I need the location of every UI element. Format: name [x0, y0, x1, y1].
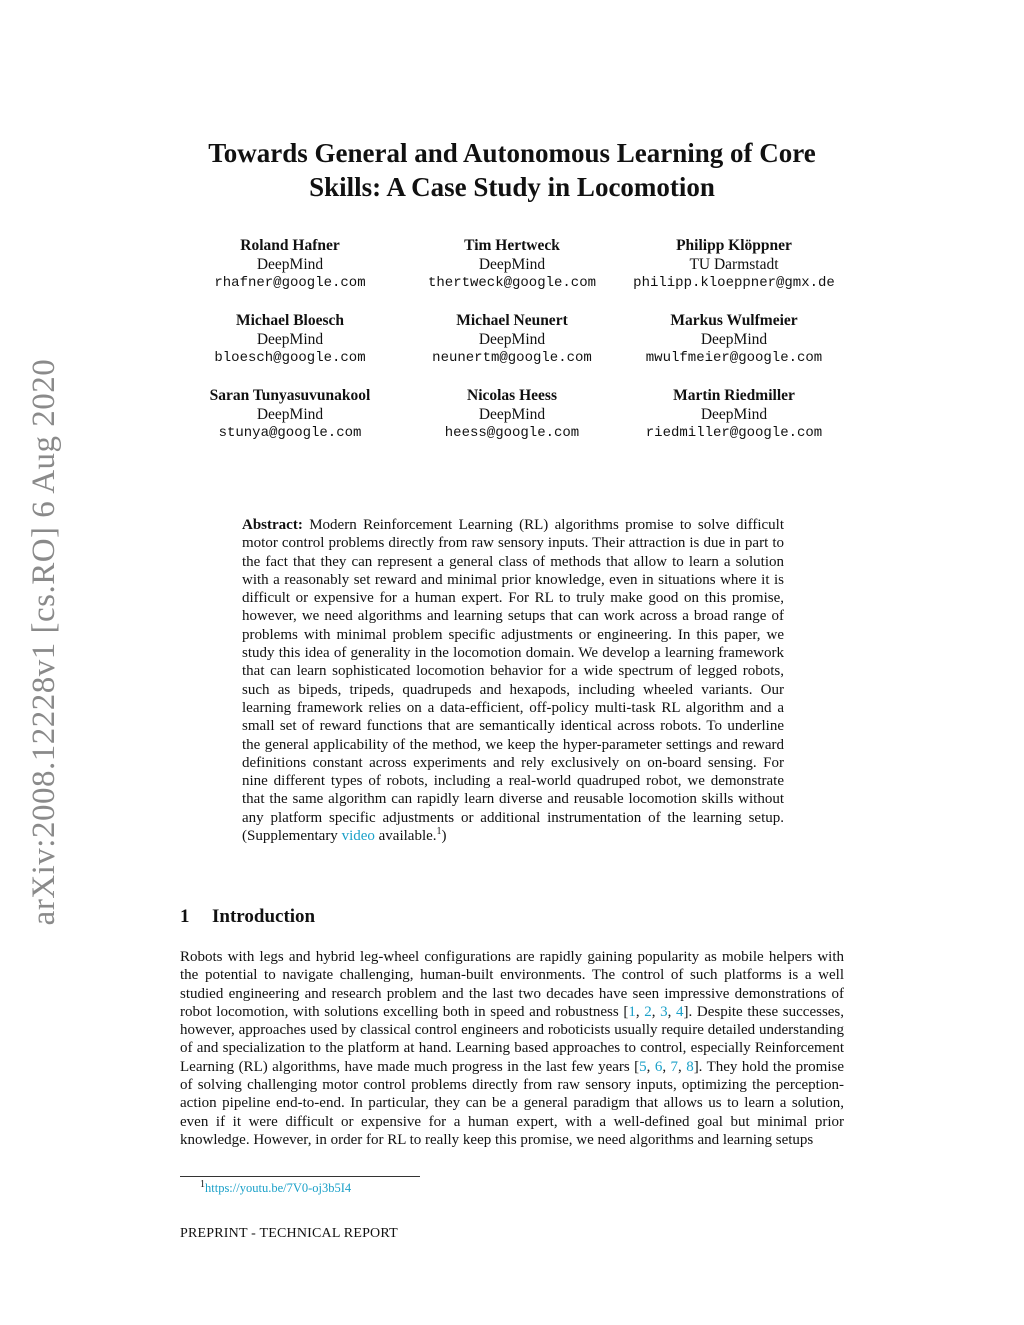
intro-text: ]. Despite these successes, however, approaches used by classical control engineers and roboticists usually require detailed understanding of and specialization to the platform at hand. Learning based approaches to control, especially Reinforcement Learning (RL) algorithms, have made much progress in the last few years [	[180, 1003, 845, 1075]
author-email[interactable]: thertweck@google.com	[427, 275, 597, 291]
author-email[interactable]: rhafner@google.com	[214, 275, 366, 291]
author-row	[180, 236, 844, 293]
author-name: Saran Tunyasuvunakool	[209, 387, 371, 404]
intro-text: ]. They hold the promise of solving challenging motor control problems directly from raw sensory inputs, optimizing the perception-action pipeline end-to-end. In particular, they can be a general paradigm that allows us to learn a solution, even if it were difficult or expensive for a human expert, with a well-defined goal but minimal prior knowledge. However, in order for RL to really keep this promise, we need algorithms and learning setups	[180, 1058, 844, 1148]
abstract-close-paren: )	[441, 828, 447, 845]
author-affiliation: DeepMind	[478, 331, 546, 348]
author-row	[180, 386, 844, 443]
author-name: Nicolas Heess	[467, 387, 557, 404]
intro-paragraph: Robots with legs and hybrid leg-wheel configurations are rapidly gaining popularity as mobile helpers with the potential to navigate challenging, human-built environments. The control of such platforms is a well studied engineering and research problem and the last two decades have seen impressive demonstrations of robot locomotion, with solutions excelling both in speed and robustness [1, 2, 3, 4]. Despite these successes, however, approaches used by classical control engineers and roboticists usually require detailed understanding of and specialization to the platform at hand. Learning based approaches to control, especially Reinforcement Learning (RL) algorithms, have made much progress in the last few years [5, 6, 7, 8]. They hold the promise of solving challenging motor control problems directly from raw sensory inputs, optimizing the perception-action pipeline end-to-end. In particular, they can be a general paradigm that allows us to learn a solution, even if it were difficult or expensive for a human expert, with a well-defined goal but minimal prior knowledge. However, in order for RL to really keep this promise, we need algorithms and learning setups	[180, 949, 845, 1148]
footnote-number: 1	[200, 1178, 205, 1190]
abstract-text: Modern Reinforcement Learning (RL) algorithms promise to solve difficult motor control problems directly from raw sensory inputs. Their attraction is due in part to the fact that they can represent a general class of methods that allow to learn a solution with a reasonably set reward and minimal prior knowledge, even in situations where it is difficult or expensive for a human expert. For RL to truly make good on this promise, however, we need algorithms and learning setups that can work across a broad range of problems with minimal problem specific adjustments or engineering. In this paper, we study this idea of generality in the locomotion domain. We develop a learning framework that can learn sophisticated locomotion behavior for a wide spectrum of legged robots, such as bipeds, tripeds, quadrupeds and hexapods, including wheeled variants. Our learning framework relies on a data-efficient, off-policy multi-task RL algorithm and a small set of reward functions that are semantically identical across robots. To underline the general applicability of the method, we keep the hyper-parameter settings and reward definitions constant across experiments and rely exclusively on on-board sensing. For nine different types of robots, including a real-world quadruped robot, we demonstrate that the same algorithm can rapidly learn diverse and reusable locomotion skills without any platform specific adjustments or additional instrumentation of the learning setup. (Supplementary	[242, 517, 785, 845]
author-email[interactable]: bloesch@google.com	[214, 350, 366, 366]
page-footer: PREPRINT - TECHNICAL REPORT	[180, 1226, 398, 1241]
footnote-divider	[180, 1176, 420, 1177]
citation-link[interactable]: 7	[670, 1058, 679, 1075]
section-title: Introduction	[212, 906, 316, 927]
author-card	[402, 386, 622, 443]
author-card	[624, 386, 844, 443]
video-link[interactable]: video	[341, 828, 375, 845]
author-affiliation: DeepMind	[256, 331, 324, 348]
author-card	[180, 311, 400, 368]
author-affiliation: DeepMind	[700, 331, 768, 348]
author-email[interactable]: riedmiller@google.com	[645, 425, 823, 441]
author-email[interactable]: philipp.kloeppner@gmx.de	[633, 275, 835, 291]
author-name: Martin Riedmiller	[673, 387, 795, 404]
author-card	[624, 311, 844, 368]
author-email[interactable]: stunya@google.com	[218, 425, 362, 441]
citation-link[interactable]: 6	[654, 1058, 663, 1075]
section-heading	[180, 906, 315, 928]
author-row	[180, 311, 844, 368]
citation-link[interactable]: 8	[686, 1058, 694, 1075]
citation-link[interactable]: 4	[676, 1003, 684, 1020]
author-affiliation: DeepMind	[256, 406, 324, 423]
author-block	[180, 236, 844, 461]
author-name: Markus Wulfmeier	[670, 312, 798, 329]
section-number: 1	[180, 906, 190, 927]
author-card	[402, 311, 622, 368]
abstract-label: Abstract:	[242, 517, 303, 533]
abstract	[242, 516, 784, 845]
author-name: Michael Neunert	[456, 312, 568, 329]
author-affiliation: DeepMind	[478, 256, 546, 273]
citation-link[interactable]: 5	[639, 1058, 647, 1075]
citation-link[interactable]: 1	[628, 1003, 636, 1020]
arxiv-stamp: arXiv:2008.12228v1 [cs.RO] 6 Aug 2020	[26, 358, 62, 926]
author-name: Philipp Klöppner	[676, 237, 792, 254]
citation-link[interactable]: 2	[644, 1003, 652, 1020]
author-name: Michael Bloesch	[235, 312, 345, 329]
author-affiliation: TU Darmstadt	[689, 256, 779, 273]
intro-text: Robots with legs and hybrid leg-wheel configurations are rapidly gaining popularity as mobile helpers with the potential to navigate challenging, human-built environments. The control of such platforms is a well studied engineering and research problem and the last two decades have seen impressive demonstrations of robot locomotion, with solutions excelling both in speed and robustness [	[180, 949, 844, 1020]
author-name: Tim Hertweck	[464, 237, 560, 254]
author-email[interactable]: mwulfmeier@google.com	[645, 350, 823, 366]
author-affiliation: DeepMind	[700, 406, 768, 423]
author-affiliation: DeepMind	[256, 256, 324, 273]
author-card	[180, 236, 400, 293]
author-card	[624, 236, 844, 293]
paper-title: Towards General and Autonomous Learning of Core Skills: A Case Study in Locomotion	[208, 138, 816, 202]
footnote-mark[interactable]: 1	[436, 826, 442, 838]
author-card	[402, 236, 622, 293]
footnote-url-link[interactable]: https://youtu.be/7V0-oj3b5I4	[205, 1181, 352, 1195]
citation-link[interactable]: 3	[660, 1003, 668, 1020]
author-email[interactable]: heess@google.com	[444, 425, 580, 441]
author-card	[180, 386, 400, 443]
footnote	[200, 1178, 352, 1196]
abstract-tail: available.	[378, 828, 437, 845]
author-email[interactable]: neunertm@google.com	[432, 350, 592, 366]
author-affiliation: DeepMind	[478, 406, 546, 423]
author-name: Roland Hafner	[240, 237, 340, 254]
